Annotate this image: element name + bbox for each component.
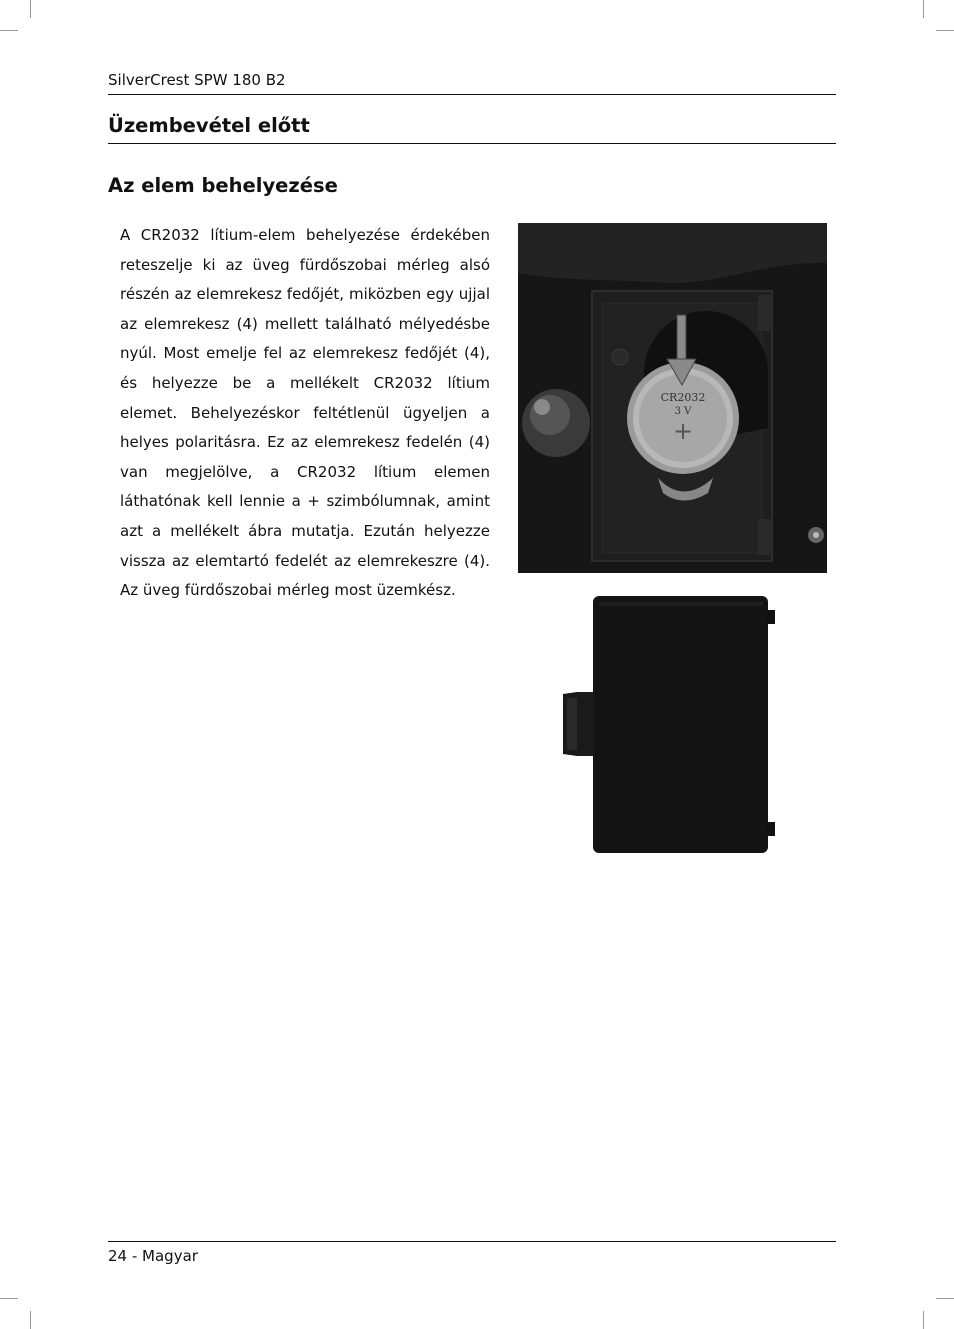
footer-rule: [108, 1241, 836, 1242]
battery-label-voltage: 3 V: [674, 406, 692, 417]
section-rule: [108, 143, 836, 144]
header-rule: [108, 94, 836, 95]
battery-cover-photo: [563, 596, 777, 853]
crop-mark: [30, 0, 31, 18]
instructions-paragraph: A CR2032 lítium-elem behelyezése érdekében reteszelje ki az üveg fürdőszobai mérleg alsó részén az elemrekesz fedőjét, miközben egy ujjal az elemrekesz (4) mellett található mélyedésbe nyúl. Most emelje fel az elemrekesz fedőjét (4), és helyezze be a mellékelt CR2032 lítium elemet. Behelyezéskor feltétlenül ügyeljen a helyes polaritásra. Ez az elemrekesz fedelén (4) van megjelölve, a CR2032 lítium elemen láthatónak kell lennie a + szimbólumnak, amint azt a mellékelt ábra mutatja. Ezután helyezze vissza az elemtartó fedelét az elemrekeszre (4). Az üveg fürdőszobai mérleg most üzemkész.: [120, 226, 490, 600]
crop-mark: [923, 1311, 924, 1329]
crop-mark: [30, 1311, 31, 1329]
subsection-title: Az elem behelyezése: [108, 174, 338, 197]
crop-mark: [936, 1298, 954, 1299]
battery-polarity-plus: +: [672, 417, 694, 445]
page-footer: 24 - Magyar: [108, 1247, 198, 1265]
crop-mark: [0, 30, 18, 31]
section-title: Üzembevétel előtt: [108, 114, 310, 137]
battery-compartment-photo: [518, 223, 827, 573]
battery-label-model: CR2032: [660, 391, 706, 404]
crop-mark: [0, 1298, 18, 1299]
crop-mark: [923, 0, 924, 18]
crop-mark: [936, 30, 954, 31]
running-header: SilverCrest SPW 180 B2: [108, 71, 286, 89]
